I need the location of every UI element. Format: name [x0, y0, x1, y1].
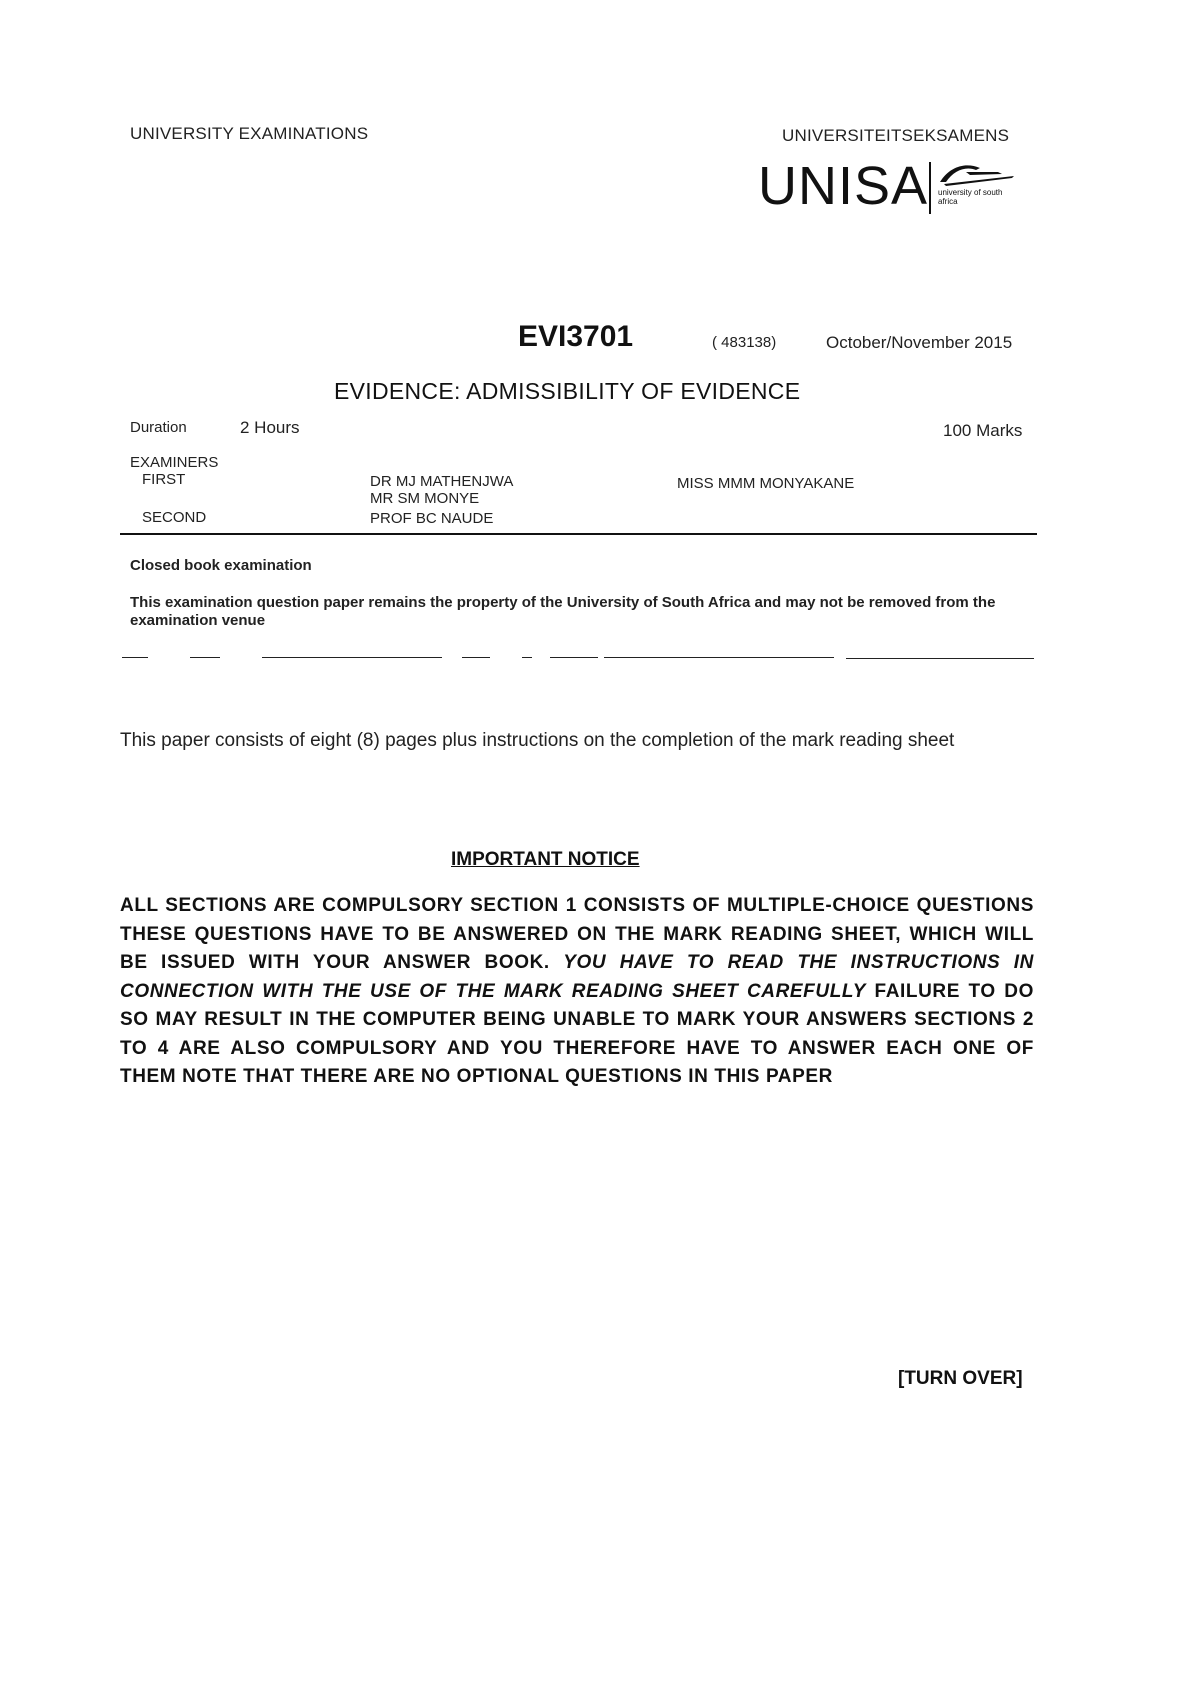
- examiner-first-2: MR SM MONYE: [370, 490, 480, 507]
- separator-rule: [120, 533, 1037, 535]
- unisa-logo: [758, 156, 1014, 218]
- closed-book-note: Closed book examination: [130, 557, 312, 574]
- examiner-second-1: PROF BC NAUDE: [370, 510, 494, 527]
- examiner-second-label: SECOND: [142, 509, 207, 526]
- duration-value: 2 Hours: [240, 418, 300, 437]
- examiner-first-label: FIRST: [142, 471, 186, 488]
- logo-emblem-icon: [936, 160, 1016, 188]
- notice-body: [120, 892, 1034, 1092]
- exam-code: EVI3701: [518, 320, 634, 353]
- notice-part-3: FAILURE TO DO SO MAY RESULT IN THE COMPUTER BEING UNABLE TO MARK YOUR ANSWERS SECTIONS 2 TO 4 ARE ALSO COMPULSORY AND YOU THEREFORE HAVE TO ANSWER EACH ONE OF THEM NOTE THAT THERE ARE NO OPTIONAL QUESTIONS IN THIS PAPER: [120, 980, 1034, 1087]
- logo-wordmark: UNISA: [758, 156, 929, 216]
- header-left-title: UNIVERSITY EXAMINATIONS: [130, 124, 369, 143]
- examiner-first-3: MISS MMM MONYAKANE: [677, 475, 855, 492]
- notice-part-1: ALL SECTIONS ARE COMPULSORY SECTION 1 CONSISTS OF MULTIPLE-CHOICE QUESTIONS THESE QUESTIONS HAVE TO BE ANSWERED ON THE MARK READING SHEET, WHICH WILL BE ISSUED WITH YOUR ANSWER BOOK.: [120, 895, 1034, 973]
- turn-over: [TURN OVER]: [898, 1368, 1023, 1389]
- exam-subject: EVIDENCE: ADMISSIBILITY OF EVIDENCE: [334, 378, 801, 404]
- examiner-first-1: DR MJ MATHENJWA: [370, 473, 514, 490]
- duration-label: Duration: [130, 419, 187, 436]
- total-marks: 100 Marks: [943, 421, 1023, 440]
- notice-part-2: YOU HAVE TO READ THE INSTRUCTIONS IN CONNECTION WITH THE USE OF THE MARK READING SHEET CAREFULLY: [120, 952, 1034, 1002]
- logo-subtext: university of south africa: [938, 188, 1003, 206]
- property-note: This examination question paper remains the property of the University of South Africa and may not be removed from the examination venue: [130, 594, 996, 629]
- examiners-heading: EXAMINERS: [130, 454, 219, 471]
- exam-session: October/November 2015: [826, 333, 1013, 352]
- paper-info: This paper consists of eight (8) pages plus instructions on the completion of the mark reading sheet: [120, 730, 955, 751]
- notice-title: IMPORTANT NOTICE: [451, 849, 640, 870]
- header-right-title: UNIVERSITEITSEKSAMENS: [782, 126, 1010, 145]
- logo-divider: [929, 162, 931, 214]
- exam-reference: ( 483138): [712, 334, 777, 351]
